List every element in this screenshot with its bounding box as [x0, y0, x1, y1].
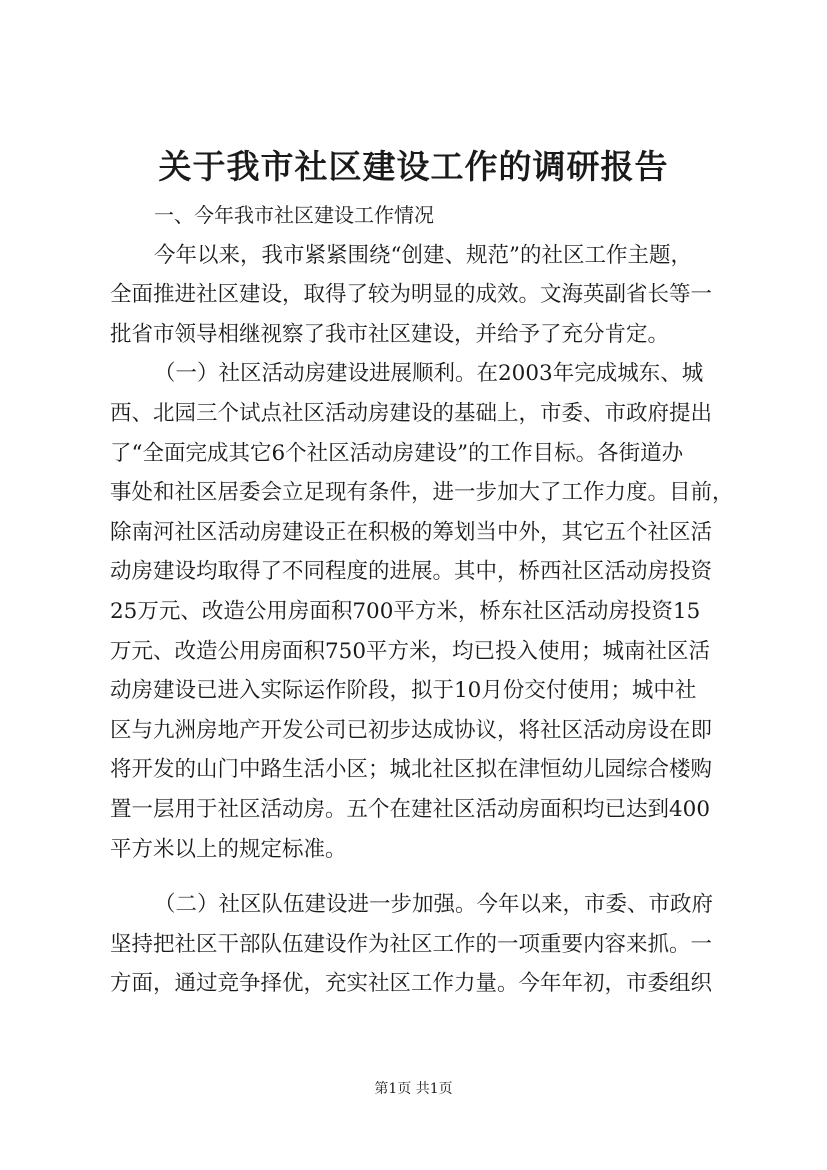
paragraph-line: （一）社区活动房建设进展顺利。在2003年完成城东、城 [154, 361, 704, 387]
page-footer: 第1页 共1页 [374, 1081, 453, 1097]
paragraph-line: 批省市领导相继视察了我市社区建设，并给予了充分肯定。 [110, 321, 670, 347]
paragraph-line: （二）社区队伍建设进一步加强。今年以来，市委、市政府 [154, 892, 714, 918]
document-body [110, 196, 734, 1004]
paragraph-line: 动房建设均取得了不同程度的进展。其中，桥西社区活动房投资 [110, 559, 713, 585]
paragraph-line: 25万元、改造公用房面积700平方米，桥东社区活动房投资15 [110, 598, 701, 624]
paragraph-line: 区与九洲房地产开发公司已初步达成协议，将社区活动房设在即 [110, 717, 713, 743]
paragraph-1 [110, 236, 730, 355]
document-title: 关于我市社区建设工作的调研报告 [158, 147, 669, 186]
paragraph-line: 方面，通过竞争择优，充实社区工作力量。今年年初，市委组织 [110, 971, 713, 997]
paragraph-line: 全面推进社区建设，取得了较为明显的成效。文海英副省长等一 [110, 282, 713, 308]
paragraph-line: 将开发的山门中路生活小区；城北社区拟在津恒幼儿园综合楼购 [110, 757, 713, 783]
paragraph-line: 置一层用于社区活动房。五个在建社区活动房面积均已达到400 [110, 796, 711, 822]
paragraph-spacer [110, 869, 730, 885]
paragraph-line: 动房建设已进入实际运作阶段，拟于10月份交付使用；城中社 [110, 678, 697, 704]
paragraph-line: 事处和社区居委会立足现有条件，进一步加大了工作力度。目前， [110, 480, 734, 506]
section-heading: 一、今年我市社区建设工作情况 [154, 203, 434, 227]
paragraph-line: 坚持把社区干部队伍建设作为社区工作的一项重要内容来抓。一 [110, 931, 713, 957]
paragraph-line: 了“全面完成其它6个社区活动房建设”的工作目标。各街道办 [110, 440, 684, 466]
paragraph-line: 今年以来，我市紧紧围绕“创建、规范”的社区工作主题， [154, 242, 692, 268]
paragraph-line: 除南河社区活动房建设正在积极的筹划当中外，其它五个社区活 [110, 519, 713, 545]
paragraph-line: 平方米以上的规定标准。 [110, 836, 347, 862]
paragraph-line: 西、北园三个试点社区活动房建设的基础上，市委、市政府提出 [110, 400, 713, 426]
paragraph-3 [110, 885, 730, 1004]
paragraph-2 [110, 354, 734, 869]
paragraph-line: 万元、改造公用房面积750平方米，均已投入使用；城南社区活 [110, 638, 711, 664]
